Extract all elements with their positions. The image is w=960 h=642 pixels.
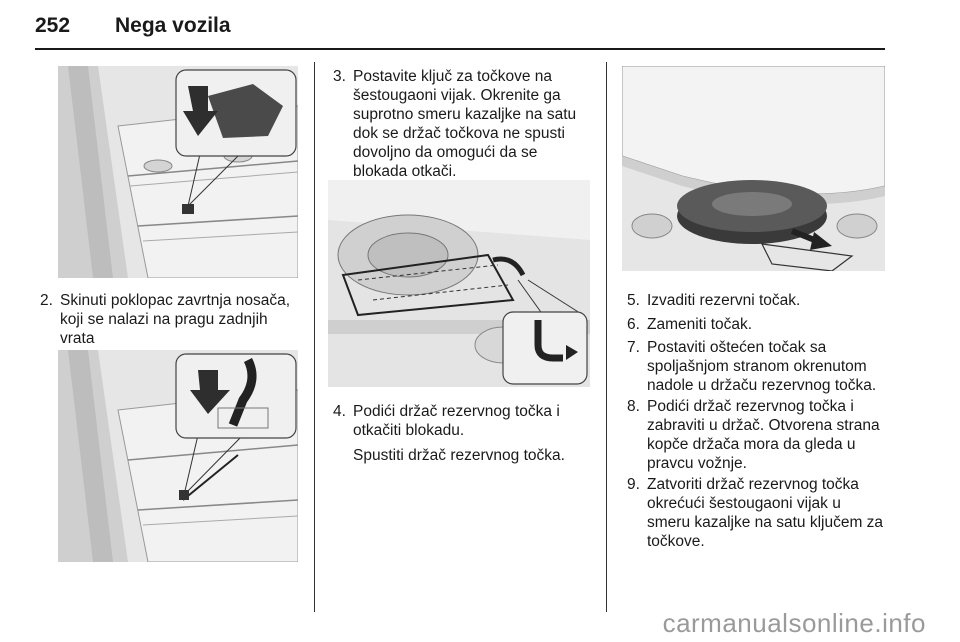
step-text [647,475,883,551]
step-number: 9. [627,476,640,493]
step-line: suprotno smeru kazaljke na satu [353,106,577,123]
step-line: Zameniti točak. [647,316,753,333]
step-line: okrećući šestougaoni vijak u [647,495,841,512]
figure-spare-carrier [328,180,590,387]
step-line: točkove. [647,533,705,550]
step-text [353,67,576,181]
step-text [647,291,800,310]
step-line: Podići držač rezervnog točka i [647,398,854,415]
header-rule [35,48,885,50]
step-6 [627,315,887,335]
step-line: kopče držača mora da gleda u [647,436,856,453]
step-line: spoljašnjom stranom okrenutom [647,358,867,375]
step-number: 2. [40,292,53,309]
step-number: 8. [627,398,640,415]
step-number: 4. [333,403,346,420]
page-number: 252 [35,14,71,37]
step-text [647,338,876,395]
step-number: 3. [333,68,346,85]
step-line: Postavite ključ za točkove na [353,68,553,85]
step-text [353,402,560,440]
step-line: pravcu vožnje. [647,455,747,472]
figure-wrench-sill [58,350,298,562]
step-3 [333,67,603,181]
step-line: Skinuti poklopac zavrtnja nosača, [60,292,291,309]
step-8 [627,397,889,475]
step-4-note: Spustiti držač rezervnog točka. [353,447,565,464]
figure-sill-cover [58,66,298,278]
column-divider-2 [606,62,607,612]
step-line: smeru kazaljke na satu ključem za [647,514,884,531]
step-line: koji se nalazi na pragu zadnjih [60,311,268,328]
step-line: šestougaoni vijak. Okrenite ga [353,87,561,104]
step-number: 5. [627,292,640,309]
step-line: Podići držač rezervnog točka i [353,403,560,420]
step-line: zabraviti u držač. Otvorena strana [647,417,880,434]
step-7 [627,338,889,396]
step-line: Zatvoriti držač rezervnog točka [647,476,859,493]
step-line: vrata [60,330,95,347]
step-line: Postaviti oštećen točak sa [647,339,827,356]
step-line: otkačiti blokadu. [353,422,465,439]
step-5 [627,291,887,311]
column-divider-1 [314,62,315,612]
step-number: 6. [627,316,640,333]
section-title: Nega vozila [115,14,231,37]
step-4 [333,402,603,442]
step-text [60,291,290,348]
step-9 [627,475,889,553]
step-line: dovoljno da omogući da se [353,144,538,161]
step-line: blokada otkači. [353,163,457,180]
step-text [647,315,752,334]
step-line: Izvaditi rezervni točak. [647,292,801,309]
watermark: carmanualsonline.info [662,608,926,638]
step-number: 7. [627,339,640,356]
step-line: dok se držač točkova ne spusti [353,125,565,142]
step-2 [40,291,310,349]
step-line: nadole u držaču rezervnog točka. [647,377,877,394]
figure-remove-spare [622,66,885,271]
step-text [647,397,880,473]
